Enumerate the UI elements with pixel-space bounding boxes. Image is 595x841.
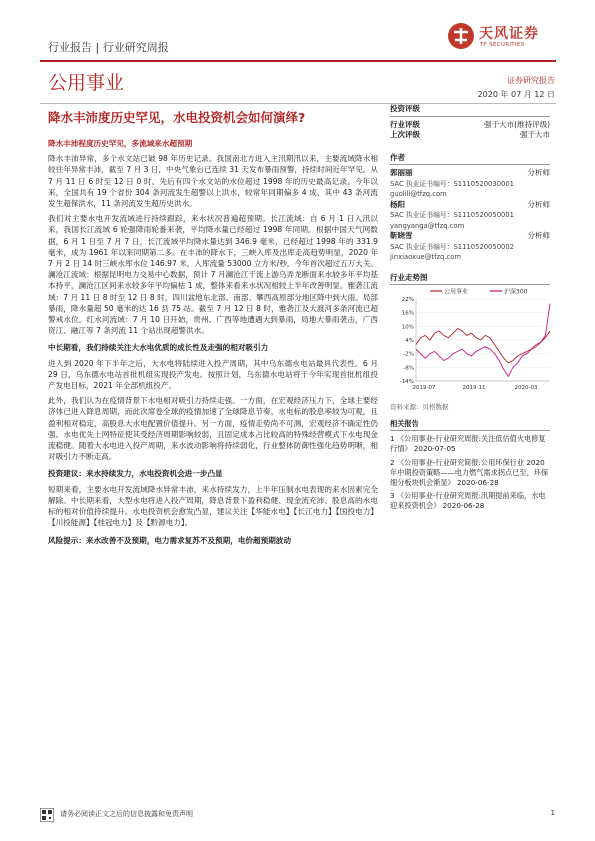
- sidebar: [390, 100, 550, 288]
- y-tick-label: 22%: [401, 297, 414, 303]
- rating-row: 行业评级 强于大市(维持评级): [390, 119, 550, 129]
- y-tick-label: 4%: [405, 338, 414, 344]
- authors-title: 作者: [390, 153, 550, 166]
- author-email[interactable]: yangyanga@tfzq.com: [390, 221, 465, 230]
- logo-text-cn: 天风证券: [479, 26, 539, 42]
- risk-warning: 风险提示：来水改善不及预期，电力需求复苏不及预期，电价超预期波动: [48, 535, 291, 545]
- logo-icon: [447, 22, 475, 50]
- report-category: 行业报告 | 行业研究周报: [48, 41, 169, 54]
- logo-text-en: TF SECURITIES: [480, 42, 525, 48]
- section-heading: 中长期看，我们持续关注大水电优质的成长性及走强的相对吸引力: [48, 343, 269, 353]
- author-email[interactable]: jinxiaoxue@tfzq.com: [390, 253, 462, 261]
- y-tick-label: 10%: [401, 324, 414, 331]
- rating-title: 投资评级: [390, 104, 550, 117]
- x-tick-label: 2020-03: [514, 385, 538, 391]
- paragraph: 短期来看，主要水电开发流域降水异常丰沛，来水持续发力，上半年压制水电表现的来水因素完全解除。中长期来看，大型水电将进入投产周期，降息背景下盈利稳健、现金流充沛、股息高的水电标的相对价值持续提升。水电投资机会愈发凸显，建议关注【华能水电】【长江电力】【国投电力】【川投能源】【桂冠电力】及【黔源电力】。: [48, 484, 378, 528]
- x-tick-label: 2019-11: [462, 385, 486, 391]
- header-divider: [40, 60, 556, 62]
- company-logo: [447, 20, 557, 60]
- y-tick-label: -2%: [403, 351, 414, 358]
- author-email[interactable]: guolili@tfzq.com: [390, 190, 447, 198]
- paragraph: 进入到 2020 年下半年之后，大水电将陆续进入投产周期，其中乌东德水电站最具代表性。6 月 29 日，乌东德水电站首批机组实现投产发电。按照计划，乌东德水电站将于今年实现首批机组投产发电目标，2021 年全部机组投产。: [48, 358, 378, 391]
- legend-label: 公用事业: [444, 288, 469, 296]
- trend-title: 行业走势图: [390, 273, 550, 286]
- related-report-link[interactable]: 1 《公用事业-行业研究周报:关注低估值火电修复行情》 2020-07-05: [390, 434, 546, 454]
- qr-code-icon: [40, 808, 54, 822]
- related-report-link[interactable]: 2 《公用事业-行业研究简报:公用环保行业 2020 年中期投资策略——电力燃气需求拐点已至，环保细分板块机会渐显》 2020-06-28: [390, 457, 549, 488]
- chart-source: 资料来源：贝格数据: [390, 403, 449, 411]
- y-tick-label: -8%: [403, 365, 414, 372]
- y-tick-label: 16%: [401, 310, 414, 317]
- related-report-link[interactable]: 3 《公用事业-行业研究周报:汛期提前来临，水电迎来投资机会》 2020-06-28: [390, 491, 546, 511]
- y-tick-label: -14%: [399, 379, 414, 385]
- disclaimer: 请务必阅读正文之后的信息披露和免责声明: [60, 810, 193, 818]
- author-block: 郭丽丽 分析师 SAC 执业证书编号：S1110520030001 guolili@tfzq.com: [390, 168, 550, 198]
- paragraph: 此外，我们认为在疫情背景下水电相对吸引力持续走强。一方面，在宏观经济压力下，全球主要经济体已进入降息周期，而此次席卷全球的疫情加速了全球降息节奏。水电标的股息率较为可观，且盈利相对稳定，高股息大水电配置价值提升。另一方面，疫情走势尚不可测，宏观经济不确定性仍强。水电优先上网特征使其受经济周期影响较弱，且固定成本占比较高的特殊经营模式下水电现金流稳健。随着大水电进入投产周期，来水波动影响将持续弱化，行业整体防御性强化趋势明晰，相对吸引力不断走高。: [48, 396, 378, 462]
- series-line: [416, 329, 550, 363]
- report-type: 证券研究报告: [507, 76, 555, 85]
- author-block: 杨阳 分析师 SAC 执业证书编号：S1110520050001 yangyanga@tfzq.com: [390, 199, 550, 230]
- rating-row: 上次评级 强于大市: [390, 130, 550, 139]
- sector-title: 公用事业: [48, 72, 125, 94]
- industry-trend-chart: [390, 285, 555, 400]
- related-title: 相关报告: [390, 419, 550, 431]
- x-tick-label: 2019-07: [412, 385, 436, 391]
- section-heading: 降水丰沛程度历史罕见，多流域来水超预期: [48, 139, 193, 148]
- page-number: 1: [550, 809, 555, 817]
- report-date: 2020 年 07 月 12 日: [477, 90, 555, 99]
- author-block: 靳晓雪 分析师 SAC 执业证书编号：S1110520050002 jinxiaoxue@tfzq.com: [390, 231, 550, 261]
- legend-label: 沪深300: [504, 288, 528, 296]
- report-title: 降水丰沛度历史罕见，水电投资机会如何演绎?: [48, 110, 306, 125]
- related-reports: [390, 415, 550, 515]
- section-heading: 投资建议：来水持续发力，水电投资机会进一步凸显: [48, 469, 223, 479]
- paragraph: 降水丰沛异常，多个水文站已破 98 年历史记录。我国南北方进入主汛期汛以来，主要流域降水相较往年异常丰沛，截至 7 月 3 日，中央气象台已连续 31 天发布暴雨预警，持续时间近年罕见。从 7 月 11 日 6 时至 12 日 0 时，先后有四个水文站的水位超过 1998 年的历史最高记录。今年以来，全国共有 19 个省份 304 条河流发生超警以上洪水，较常年同期偏多 4 成，其中 43 条河流发生超保洪水，11 条河流发生超历史洪水。: [48, 154, 378, 209]
- paragraph: 我们对主要水电开发流域进行持续跟踪，来水状况普遍超预期。长江流域：自 6 月 1 日入汛以来，我国长江流域 6 轮强降雨轮番来袭，平均降水量已经超过 1998 年同期。根据中国天气网数据，6 月 1 日至 7 月 7 日，长江流域平均降水量达到 346.9 毫米，已经超过 1998 年的 331.9 毫米，成为 1961 年以来同期第二多。在丰沛的降水下，三峡入库及出库走高趋势明显，2020 年 7 月 2 日 14 时三峡水库水位 146.97 米，入库流量 53000 立方米/秒，今年首次超过五万大关。澜沧江流域：根据昆明电力交易中心数据，预计 7 月澜沧江干流上游乌弄龙断面来水较多年平均基本持平，澜沧江区间来水较多年平均偏枯 1 成，整体来看来水状况相较上半年改善明显。雅砻江流域：7 月 11 日 8 时至 12 日 8 时，四川盆地东北部、南部、攀西高原部分地区降中到大雨。局部暴雨，降水量超 50 毫米的达 16 县 75 站。截至 7 月 12 日 8 时，雅砻江及大渡河多条河流已超警戒水位。红水河流域：7 月 10 日开始，贵州、广西等地遭遇大到暴雨，局地大暴雨袭击，广西资江、融江等 7 条河流 11 个站出现超警洪水。: [48, 214, 378, 336]
- main-body: [48, 138, 378, 550]
